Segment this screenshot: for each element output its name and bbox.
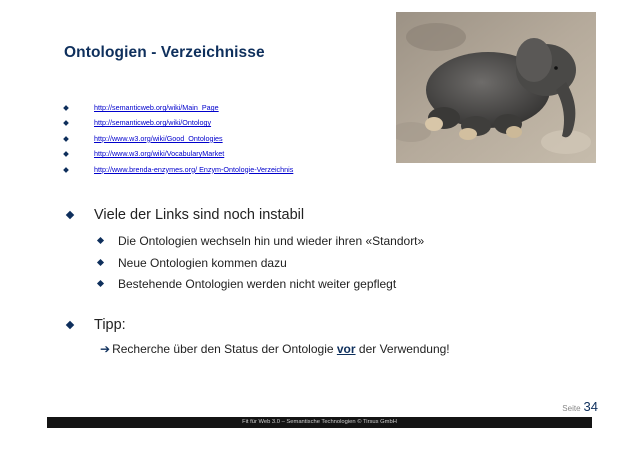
link-text[interactable]: http://www.w3.org/wiki/VocabularyMarket (94, 149, 225, 159)
link-text[interactable]: http://semanticweb.org/wiki/Ontology (94, 118, 212, 128)
page-number-value: 34 (583, 399, 598, 414)
sub-bullet-list (96, 232, 424, 297)
link-text[interactable]: http://www.brenda-enzymes.org/ Enzym-Ontologie-Verzeichnis (94, 164, 294, 174)
link-item[interactable] (60, 115, 293, 130)
link-item[interactable] (60, 100, 293, 115)
page-number (562, 398, 598, 416)
diamond-bullet-icon (66, 211, 74, 219)
tip-emphasis: vor (336, 342, 356, 356)
footer-text: Fit für Web 3.0 – Semantische Technologien © Tirsus GmbH (242, 419, 397, 425)
sub-bullet-text: Bestehende Ontologien werden nicht weiter gepflegt (118, 277, 397, 291)
diamond-bullet-icon (97, 258, 104, 265)
tip-line (100, 342, 450, 356)
page-label: Seite (562, 404, 581, 413)
tip-text-before: Recherche über den Status der Ontologie (112, 342, 337, 356)
link-item[interactable] (60, 146, 293, 161)
footer-bar (47, 417, 592, 428)
diamond-bullet-icon (97, 237, 104, 244)
bullet-point-text: Viele der Links sind noch instabil (94, 207, 305, 223)
link-item[interactable] (60, 131, 293, 146)
sub-bullet-item (96, 232, 424, 254)
link-text[interactable]: http://www.w3.org/wiki/Good_Ontologies (94, 133, 223, 143)
link-text[interactable]: http://semanticweb.org/wiki/Main_Page (94, 103, 219, 112)
link-list (60, 100, 293, 177)
elephant-photo (396, 12, 596, 163)
bullet-icon (63, 121, 69, 127)
sub-bullet-text: Neue Ontologien kommen dazu (118, 255, 287, 270)
arrow-right-icon: ➔ (100, 342, 111, 356)
diamond-bullet-icon (66, 321, 74, 329)
link-item[interactable] (60, 162, 293, 177)
bullet-icon (63, 167, 69, 173)
bullet-icon (63, 151, 69, 157)
sub-bullet-item (96, 254, 424, 276)
diamond-bullet-icon (97, 280, 104, 287)
slide-title: Ontologien - Verzeichnisse (64, 44, 265, 61)
bullet-icon (63, 136, 69, 142)
tip-text-after: der Verwendung! (355, 342, 450, 356)
bullet-point-text: Tipp: (94, 317, 126, 333)
bullet-icon (63, 105, 69, 111)
sub-bullet-text: Die Ontologien wechseln hin und wieder ihren «Standort» (118, 234, 425, 248)
sub-bullet-item (96, 275, 424, 297)
